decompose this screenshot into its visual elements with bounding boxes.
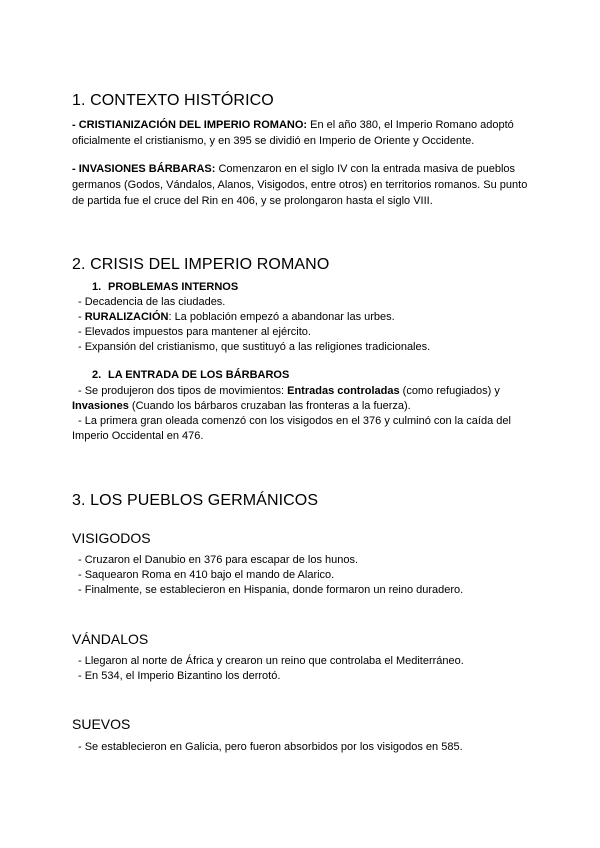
list-item: - Saquearon Roma en 410 bajo el mando de Alarico. [78,569,335,581]
list-item: - Elevados impuestos para mantener al ejército. [78,326,311,338]
section-1-title: 1. CONTEXTO HISTÓRICO [72,92,274,109]
list-item: - Expansión del cristianismo, que sustituyó a las religiones tradicionales. [78,341,431,353]
paragraph-invasiones [72,161,532,209]
section-3-title: 3. LOS PUEBLOS GERMÁNICOS [72,492,319,509]
subsection-number: 1. [92,281,102,293]
list-item: - Se establecieron en Galicia, pero fueron absorbidos por los visigodos en 585. [78,741,463,753]
list-item: - Llegaron al norte de África y crearon un reino que controlaba el Mediterráneo. [78,655,464,667]
list-item: - En 534, el Imperio Bizantino los derrotó. [78,670,281,682]
list-item: - Finalmente, se establecieron en Hispania, donde formaron un reino duradero. [78,584,464,596]
list-item-prefix: - [78,311,85,323]
invasiones-label: - INVASIONES BÁRBARAS: [72,163,216,175]
movimientos-line-1 [78,384,500,399]
entradas-controladas-label: Entradas controladas [287,385,400,397]
cristianizacion-label: - CRISTIANIZACIÓN DEL IMPERIO ROMANO: [72,119,308,131]
movimientos-text-2: (como refugiados) y [399,385,500,397]
oleada-line-1: - La primera gran oleada comenzó con los visigodos en el 376 y culminó con la caída del [78,415,511,427]
cristianizacion-text: En el año 380, el Imperio Romano adoptó oficialmente el cristianismo, y en 395 se dividió en Imperio de Oriente y Occidente. [72,119,514,147]
ruralizacion-text: : La población empezó a abandonar las urbes. [168,311,395,323]
suevos-heading: SUEVOS [72,716,131,732]
visigodos-heading: VISIGODOS [72,530,151,546]
subsection-title: PROBLEMAS INTERNOS [108,281,239,293]
oleada-line-2: Imperio Occidental en 476. [72,430,204,442]
ruralizacion-label: RURALIZACIÓN [84,311,169,323]
paragraph-cristianizacion [72,117,532,149]
subsection-number: 2. [92,369,102,381]
section-2-title: 2. CRISIS DEL IMPERIO ROMANO [72,256,330,273]
invasiones-bold-label: Invasiones [72,400,129,412]
subsection-entrada-barbaros [92,369,289,381]
invasiones-text: Comenzaron en el siglo IV con la entrada masiva de pueblos germanos (Godos, Vándalos, Alanos, Visigodos, entre otros) en territorios romanos. Su punto de partida fue el cruce del Rin en 406, y se prolongaron hasta el siglo VIII. [72,163,528,207]
subsection-title: LA ENTRADA DE LOS BÁRBAROS [108,369,290,381]
list-item [78,310,395,325]
vandalos-heading: VÁNDALOS [72,631,149,647]
list-item: - Cruzaron el Danubio en 376 para escapar de los hunos. [78,554,359,566]
list-item: - Decadencia de las ciudades. [78,296,226,308]
movimientos-text: - Se produjeron dos tipos de movimientos: [78,385,288,397]
subsection-problemas-internos [92,281,238,293]
movimientos-text-3: (Cuando los bárbaros cruzaban las fronteras a la fuerza). [128,400,411,412]
movimientos-line-2 [72,399,411,414]
